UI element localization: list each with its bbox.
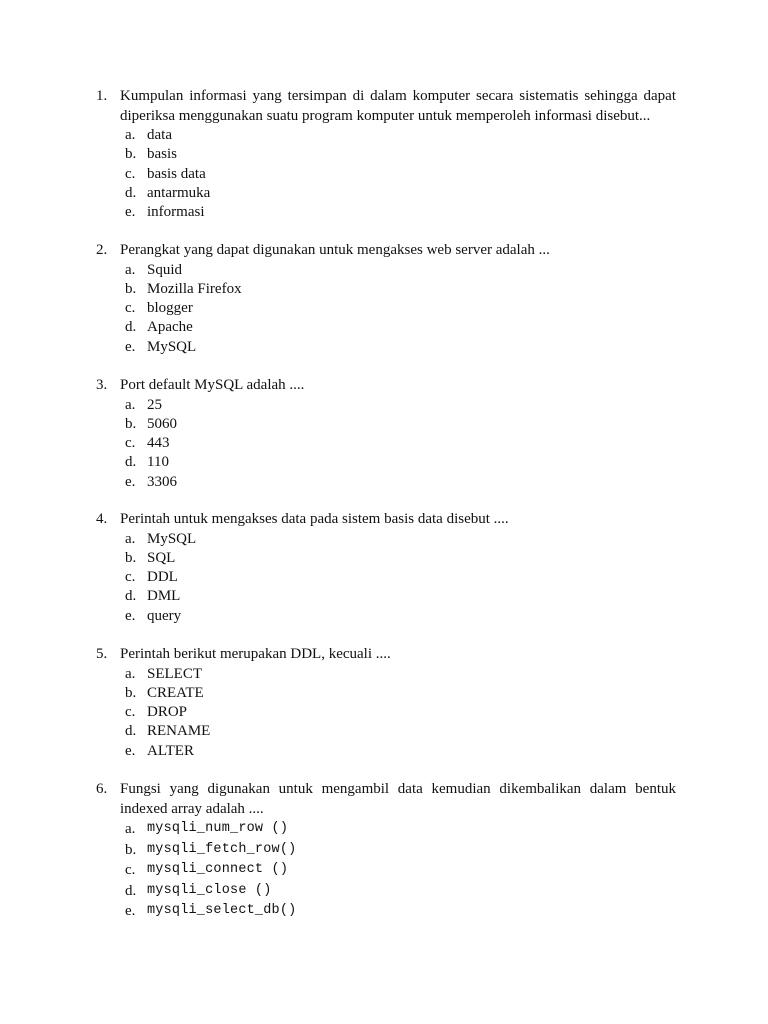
- option-letter: b.: [125, 146, 137, 163]
- question-number: 5.: [96, 646, 108, 662]
- option-d: [125, 184, 676, 203]
- option-list: [125, 261, 676, 357]
- option-letter: a.: [125, 261, 136, 278]
- option-list: [125, 396, 676, 492]
- option-e: [125, 203, 676, 222]
- option-text: mysqli_fetch_row(): [147, 841, 297, 857]
- question-4: [96, 510, 676, 626]
- question-number: 6.: [96, 781, 108, 797]
- option-text: data: [147, 127, 172, 143]
- question-number: 1.: [96, 88, 108, 104]
- option-letter: e.: [125, 338, 136, 355]
- option-text: 3306: [147, 473, 177, 490]
- option-text: basis data: [147, 165, 206, 182]
- option-letter: a.: [125, 530, 136, 547]
- option-letter: b.: [125, 841, 137, 858]
- option-list: [125, 665, 676, 761]
- question-text: Kumpulan informasi yang tersimpan di dalam komputer secara sistematis sehingga dapat diperiksa menggunakan suatu program komputer untuk memperoleh informasi disebut...: [120, 88, 676, 124]
- question-2: [96, 241, 676, 357]
- option-letter: c.: [125, 300, 136, 317]
- option-text: 25: [147, 396, 162, 413]
- question-number: 4.: [96, 511, 108, 527]
- question-3: [96, 376, 676, 492]
- option-letter: c.: [125, 862, 136, 878]
- option-text: antarmuka: [147, 184, 211, 201]
- option-text: Mozilla Firefox: [147, 280, 242, 297]
- option-d: [125, 722, 676, 741]
- option-text: Squid: [147, 261, 183, 278]
- question-text: Perintah untuk mengakses data pada sistem basis data disebut ....: [120, 511, 509, 527]
- option-letter: b.: [125, 684, 137, 701]
- option-d: [125, 318, 676, 337]
- option-letter: b.: [125, 549, 137, 566]
- option-text: query: [147, 607, 182, 624]
- option-letter: d.: [125, 184, 137, 201]
- option-letter: b.: [125, 280, 137, 297]
- option-text: mysqli_select_db(): [147, 903, 297, 918]
- option-a: [125, 396, 676, 415]
- option-b: [125, 549, 676, 568]
- option-text: ALTER: [147, 742, 194, 759]
- option-letter: c.: [125, 165, 136, 182]
- option-a: [125, 665, 676, 684]
- question-text: Port default MySQL adalah ....: [120, 377, 305, 393]
- option-text: mysqli_num_row (): [147, 821, 289, 836]
- option-letter: c.: [125, 569, 136, 586]
- option-text: 110: [147, 454, 169, 471]
- option-a: [125, 126, 676, 145]
- option-text: DDL: [147, 569, 178, 586]
- option-text: MySQL: [147, 530, 197, 547]
- option-text: SQL: [147, 549, 176, 566]
- question-5: [96, 645, 676, 761]
- option-b: [125, 280, 676, 299]
- option-b: [125, 684, 676, 703]
- option-text: Apache: [147, 319, 193, 336]
- option-text: RENAME: [147, 723, 211, 740]
- option-a: [125, 530, 676, 549]
- option-letter: a.: [125, 665, 136, 682]
- option-letter: a.: [125, 821, 136, 837]
- question-number: 3.: [96, 377, 108, 393]
- option-a: [125, 819, 676, 840]
- option-letter: d.: [125, 588, 137, 605]
- option-e: [125, 607, 676, 626]
- option-text: MySQL: [147, 338, 197, 355]
- option-c: [125, 299, 676, 318]
- question-number: 2.: [96, 242, 108, 258]
- option-letter: d.: [125, 723, 137, 740]
- option-e: [125, 742, 676, 761]
- option-c: [125, 860, 676, 881]
- option-e: [125, 901, 676, 922]
- option-text: CREATE: [147, 684, 204, 701]
- option-text: informasi: [147, 204, 205, 221]
- option-c: [125, 165, 676, 184]
- option-text: 5060: [147, 415, 177, 432]
- option-letter: d.: [125, 319, 137, 336]
- option-b: [125, 145, 676, 164]
- question-text: Perangkat yang dapat digunakan untuk mengakses web server adalah ...: [120, 242, 550, 258]
- option-d: [125, 881, 676, 902]
- option-list: [125, 819, 676, 922]
- option-letter: d.: [125, 454, 137, 471]
- option-c: [125, 703, 676, 722]
- option-letter: e.: [125, 204, 136, 221]
- option-text: 443: [147, 435, 170, 452]
- question-text: Perintah berikut merupakan DDL, kecuali ....: [120, 646, 391, 662]
- question-6: [96, 780, 676, 922]
- option-letter: c.: [125, 704, 136, 721]
- option-text: DML: [147, 588, 181, 605]
- option-letter: d.: [125, 882, 137, 899]
- option-text: SELECT: [147, 665, 202, 682]
- option-text: mysqli_close (): [147, 882, 272, 898]
- option-b: [125, 415, 676, 434]
- question-text: Fungsi yang digunakan untuk mengambil data kemudian dikembalikan dalam bentuk indexed array adalah ....: [120, 781, 676, 817]
- option-e: [125, 338, 676, 357]
- option-b: [125, 840, 676, 861]
- option-letter: e.: [125, 742, 136, 759]
- option-text: basis: [147, 146, 177, 163]
- option-letter: b.: [125, 415, 137, 432]
- option-list: [125, 530, 676, 626]
- option-d: [125, 453, 676, 472]
- option-letter: a.: [125, 396, 136, 413]
- option-text: DROP: [147, 704, 188, 721]
- option-letter: e.: [125, 473, 136, 490]
- option-letter: e.: [125, 607, 136, 624]
- option-letter: e.: [125, 903, 136, 919]
- option-d: [125, 587, 676, 606]
- option-list: [125, 126, 676, 222]
- option-text: mysqli_connect (): [147, 862, 289, 877]
- option-letter: c.: [125, 435, 136, 452]
- question-1: [96, 87, 676, 222]
- option-e: [125, 473, 676, 492]
- option-letter: a.: [125, 127, 136, 143]
- option-a: [125, 261, 676, 280]
- option-c: [125, 568, 676, 587]
- option-c: [125, 434, 676, 453]
- option-text: blogger: [147, 300, 193, 317]
